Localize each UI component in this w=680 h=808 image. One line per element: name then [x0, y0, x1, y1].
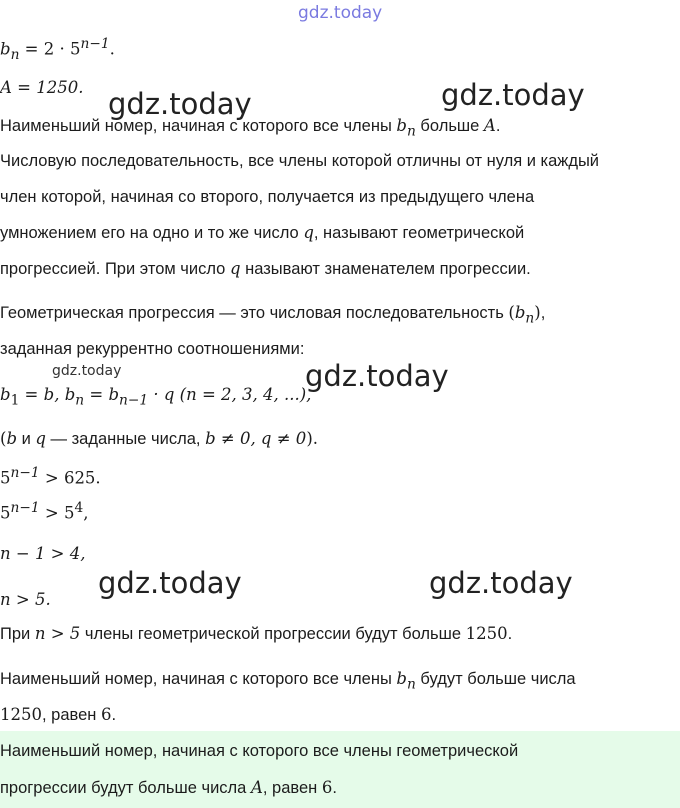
watermark: gdz.today	[108, 87, 252, 121]
definition-line-4: прогрессией. При этом число q называют знаменателем прогрессии.	[0, 259, 531, 278]
definition-line-2: член которой, начиная со второго, получается из предыдущего члена	[0, 188, 535, 206]
conditions: (b и q — заданные числа, b ≠ 0, q ≠ 0).	[0, 429, 318, 448]
formula-a: A = 1250.	[0, 78, 84, 97]
watermark: gdz.today	[98, 566, 242, 600]
answer-box	[0, 731, 680, 808]
watermark-top: gdz.today	[298, 3, 383, 23]
step-1: $5^{n-1} > 625$.	[0, 465, 101, 488]
answer-line-1: Наименьший номер, начиная с которого все члены геометрической	[0, 742, 519, 760]
formula-bn: $b_n = 2 \cdot 5^{n-1}$.	[0, 36, 115, 63]
gp-definition-line-2: заданная рекуррентно соотношениями:	[0, 340, 305, 358]
answer-line-2: прогрессии будут больше числа A, равен 6.	[0, 778, 337, 797]
conclusion-1: При n > 5 члены геометрической прогрессии будут больше 1250.	[0, 624, 513, 643]
watermark: gdz.today	[305, 359, 449, 393]
watermark: gdz.today	[429, 566, 573, 600]
conclusion-2-line-1: Наименьший номер, начиная с которого все члены $b_n$ будут больше числа	[0, 669, 576, 693]
step-3: n − 1 > 4,	[0, 544, 86, 563]
recurrence-formula: $b_1 = b$, $b_n = b_{n-1} \cdot q$ (n = 2, 3, 4, ...),	[0, 385, 312, 409]
step-4: n > 5.	[0, 590, 51, 609]
conclusion-2-line-2: 1250, равен 6.	[0, 705, 117, 724]
question-text: Наименьший номер, начиная с которого все члены $b_n$ больше A.	[0, 116, 501, 140]
watermark-small: gdz.today	[52, 363, 122, 379]
definition-line-1: Числовую последовательность, все члены которой отличны от нуля и каждый	[0, 152, 600, 170]
gp-definition-line-1: Геометрическая прогрессия — это числовая последовательность $(b_n)$,	[0, 303, 546, 327]
watermark: gdz.today	[441, 78, 585, 112]
step-2: $5^{n-1} > 5^4$,	[0, 500, 89, 523]
definition-line-3: умножением его на одно и то же число q, называют геометрической	[0, 223, 525, 242]
